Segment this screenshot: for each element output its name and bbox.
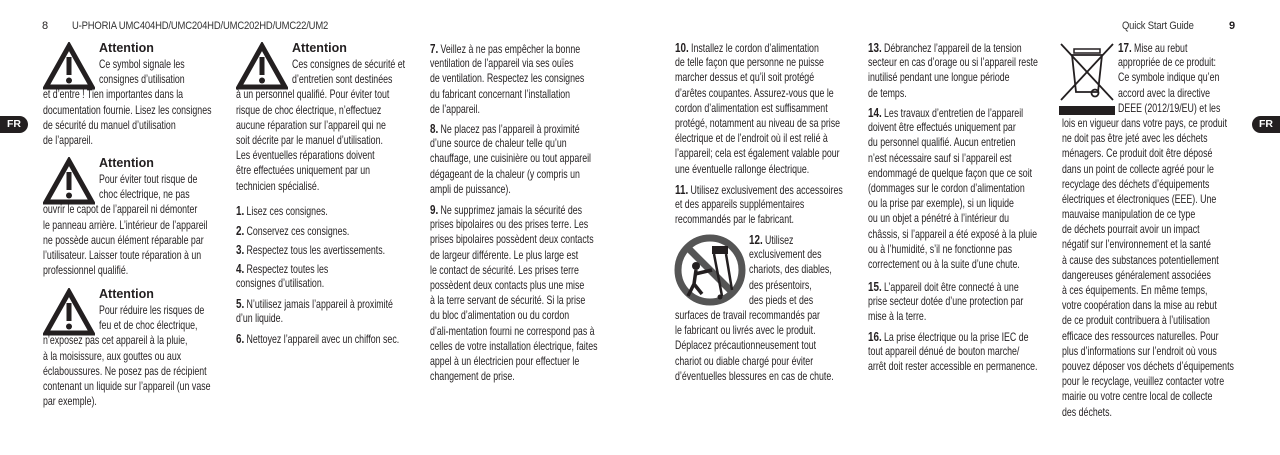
line-text: tout appareil dénué de bouton marche/ [868, 345, 1020, 359]
line-text: prises bipolaires possèdent deux contacts [430, 233, 594, 247]
language-badge-right: FR [1252, 116, 1280, 133]
line-text: Conservez ces consignes. [246, 225, 350, 238]
text-line [430, 293, 598, 308]
text-line [43, 118, 211, 133]
line-text: votre coopération dans la mise au rebut [1062, 299, 1217, 313]
warning-heading: Attention [292, 41, 347, 55]
text-line [43, 218, 208, 233]
line-text: mairie ou votre centre local de collecte [1062, 390, 1213, 404]
line-text: des pieds et des [748, 293, 814, 307]
line-text: arrêt doit rester accessible en permanence. [868, 360, 1038, 374]
line-text: de temps. [868, 86, 907, 100]
line-text: d’entretien sont destinées [291, 73, 393, 87]
line-text: Ne placez pas l’appareil à proximité [440, 123, 580, 136]
line-text: recyclage des déchets d’équipements [1062, 177, 1210, 191]
line-text: exclusivement des [748, 248, 822, 262]
line-text: ménagers. Ce produit doit être déposé [1062, 147, 1213, 161]
line-text: des déchets. [1062, 405, 1112, 419]
line-text: dégageant de la chaleur (y compris un [430, 167, 580, 181]
line-text: pour le recyclage, veuillez contacter votre [1062, 375, 1225, 389]
line-text: doivent être effectués uniquement par [868, 121, 1016, 135]
text-line [236, 103, 405, 118]
line-text: à ces équipements. En même temps, [1062, 284, 1208, 297]
text-line [430, 102, 584, 117]
line-text: N’utilisez jamais l’appareil à proximité [246, 298, 393, 311]
text-line [236, 311, 393, 326]
text-line [1062, 253, 1234, 268]
line-text: choc électrique, ne pas [98, 188, 190, 202]
text-line [675, 369, 834, 384]
line-text: à la moisissure, aux gouttes ou aux [43, 349, 182, 363]
line-text: ne possède aucun élément réparable par [43, 233, 204, 247]
line-text: protégé, notamment au niveau de sa prise [675, 116, 841, 130]
line-text: celles de votre installation électrique, faites [430, 339, 598, 353]
text-line [43, 263, 208, 278]
left-page-number: 8 [42, 20, 49, 32]
line-text: Mise au rebut [1134, 42, 1188, 55]
line-text: Ce symbole indique qu’en [1117, 71, 1220, 85]
text-line [868, 166, 1037, 181]
no-cart-tipping-icon [674, 234, 746, 311]
guide-title: Quick Start Guide [1122, 20, 1194, 32]
line-text: appel à un électricien pour effectuer le [430, 354, 580, 368]
line-text: L’appareil doit être connecté à une [884, 281, 1019, 294]
text-line [430, 182, 591, 197]
line-text: possèdent deux contacts plus une mise [430, 278, 585, 292]
line-text: ne doit pas être jeté avec les déchets [1062, 132, 1208, 146]
text-line [1062, 298, 1234, 313]
line-text: ou un objet a pénétré à l’intérieur du [868, 212, 1010, 226]
line-text: Veillez à ne pas empêcher la bonne [440, 43, 581, 56]
line-text: le contact de sécurité. Les prises terre [430, 263, 579, 277]
text-line [43, 172, 208, 187]
line-text: correctement ou à la suite d’une chute. [868, 257, 1020, 271]
line-text: prises bipolaires ou des prises terre. Les [430, 218, 589, 232]
line-text: d’une source de chaleur telle qu’un [430, 137, 567, 151]
text-line [43, 364, 211, 379]
text-line [43, 87, 211, 102]
warning-block [43, 303, 263, 409]
line-text: Respectez tous les avertissements. [246, 244, 386, 257]
text-line [868, 257, 1037, 272]
text-line [868, 227, 1037, 242]
line-text: inutilisé pendant une longue période [868, 71, 1010, 85]
line-text: Pour réduire les risques de [98, 304, 205, 317]
text-line [675, 40, 840, 55]
line-text: dangereuses généralement associées [1062, 268, 1211, 282]
line-text: le fabricant ou livrés avec le produit. [675, 324, 816, 338]
text-line [1062, 389, 1234, 404]
line-text: de l’appareil. [43, 133, 93, 147]
line-text: Installez le cordon d’alimentation [691, 42, 819, 55]
safety-item [430, 202, 650, 384]
line-text: ventilation de l’appareil via ses ouïes [430, 57, 574, 71]
line-text: accord avec la directive [1117, 86, 1211, 100]
line-text: n’exposez pas cet appareil à la pluie, [43, 334, 188, 348]
text-line [868, 70, 1038, 85]
safety-item [675, 182, 896, 228]
line-text: efficace des ressources naturelles. Pour [1062, 329, 1219, 343]
safety-item [236, 331, 451, 346]
text-line [43, 57, 211, 72]
item-number: 17. [1117, 40, 1132, 55]
text-line [43, 187, 208, 202]
line-text: endommagé de quelque façon que ce soit [868, 166, 1033, 180]
line-text: Pour éviter tout risque de [98, 173, 198, 186]
line-text: à cause des substances potentiellement [1062, 253, 1219, 267]
text-line [675, 70, 840, 85]
line-text: chauffage, une cuisinière ou tout appareil [430, 152, 592, 166]
text-line [430, 56, 584, 71]
text-line [430, 263, 598, 278]
item-number: 1. [236, 203, 245, 218]
text-line [1062, 313, 1234, 328]
item-number: 3. [236, 242, 245, 257]
line-text: d’arêtes coupantes. Assurez-vous que le [675, 86, 834, 100]
line-text: documentation fournie. Lisez les consignes [43, 103, 212, 117]
text-line [430, 41, 584, 56]
text-line [43, 233, 208, 248]
text-line [1062, 131, 1234, 146]
text-line [43, 303, 211, 318]
text-line [1062, 405, 1234, 420]
text-line [43, 103, 211, 118]
line-text: aucune réparation sur l’appareil qui ne [236, 118, 386, 132]
text-line [1062, 192, 1234, 207]
line-text: Utilisez exclusivement des accessoires [690, 184, 843, 197]
warning-block [236, 57, 459, 194]
text-line [868, 329, 1037, 344]
line-text: pouvez déposer vos déchets d’équipements [1062, 359, 1234, 373]
line-text: mise à la terre. [868, 310, 927, 324]
line-text: le panneau arrière. L’intérieur de l’appareil [43, 218, 208, 232]
text-line [1062, 329, 1234, 344]
line-text: à un personnel qualifié. Pour éviter tout [236, 88, 390, 102]
line-text: chariot ou diable chargé pour éviter [675, 354, 814, 368]
warning-heading: Attention [99, 287, 154, 301]
item-number: 2. [236, 223, 245, 238]
language-badge-left: FR [0, 116, 28, 133]
text-line [868, 359, 1037, 374]
text-line [868, 181, 1037, 196]
text-line [236, 276, 328, 291]
line-text: de l’appareil. [430, 102, 480, 116]
line-text: de ce produit contribuera à l’utilisation [1062, 314, 1210, 328]
text-line [1062, 268, 1234, 283]
text-line [868, 279, 1023, 294]
safety-item [236, 296, 443, 326]
text-line [236, 242, 385, 257]
line-text: d’éventuelles blessures en cas de chute. [675, 369, 834, 383]
text-line [868, 55, 1038, 70]
line-text: recommandés par le fabricant. [675, 213, 795, 227]
item-number: 13. [868, 40, 882, 55]
text-line [43, 394, 211, 409]
line-text: châssis, si l’appareil a été exposé à la pluie [868, 227, 1037, 241]
line-text: Nettoyez l’appareil avec un chiffon sec. [246, 333, 400, 346]
text-line [1062, 344, 1234, 359]
text-line [675, 55, 840, 70]
line-text: technicien spécialisé. [236, 179, 320, 193]
text-line [430, 217, 598, 232]
line-text: (dommages sur le cordon d’alimentation [868, 181, 1025, 195]
text-line [236, 163, 405, 178]
line-text: électrique et de l’endroit où il est relié à [675, 132, 828, 146]
safety-item [236, 203, 357, 218]
text-line [236, 261, 328, 276]
line-text: d’un liquide. [236, 312, 284, 326]
line-text: consignes d’utilisation [98, 73, 185, 87]
text-line [1062, 146, 1234, 161]
safety-item [430, 121, 642, 197]
line-text: cordon d’alimentation est suffisamment [675, 101, 828, 115]
line-text: mauvaise manipulation de ce type [1062, 208, 1196, 222]
line-text: contenant un liquide sur l’appareil (un vase [43, 379, 211, 393]
text-line [1062, 237, 1234, 252]
safety-item [236, 261, 357, 291]
text-line [675, 146, 840, 161]
safety-item [236, 223, 385, 238]
text-line [675, 116, 840, 131]
text-line [430, 324, 598, 339]
line-text: lois en vigueur dans votre pays, ce produit [1062, 116, 1228, 130]
item-number: 15. [868, 279, 882, 294]
text-line [1062, 162, 1234, 177]
text-line [236, 148, 405, 163]
text-line [675, 197, 843, 212]
item-number: 12. [748, 232, 763, 247]
text-line [430, 248, 598, 263]
line-text: soit décrite par le manuel d’utilisation. [236, 133, 383, 147]
text-line [43, 318, 211, 333]
line-text: Respectez toutes les [246, 263, 329, 276]
text-line [430, 71, 584, 86]
line-text: ou à l’humidité, s’il ne fonctionne pas [868, 242, 1013, 256]
text-line [430, 339, 598, 354]
text-line [236, 296, 393, 311]
text-line [430, 202, 598, 217]
line-text: changement de prise. [430, 370, 515, 384]
text-line [430, 151, 591, 166]
line-text: des présentoirs, [748, 278, 812, 292]
safety-item [868, 105, 1090, 272]
warning-heading: Attention [99, 156, 154, 170]
line-text: d’ali-mentation fourni ne correspond pas à [430, 324, 595, 338]
text-line [430, 167, 591, 182]
item-number: 11. [675, 182, 689, 197]
item-number: 4. [236, 261, 245, 276]
text-line [675, 131, 840, 146]
item-number: 9. [430, 202, 439, 217]
safety-item [430, 41, 633, 117]
line-text: du personnel qualifié. Aucun entretien [868, 136, 1016, 150]
text-line [43, 72, 211, 87]
line-text: ou la prise par exemple), si un liquide [868, 197, 1014, 211]
line-text: La prise électrique ou la prise IEC de [884, 331, 1029, 344]
text-line [236, 179, 405, 194]
warning-heading: Attention [99, 41, 154, 55]
text-line [236, 57, 405, 72]
warning-block [43, 172, 260, 278]
line-text: Débranchez l’appareil de la tension [884, 42, 1022, 55]
line-text: feu et de choc électrique, [98, 319, 198, 333]
crossed-out-bin-icon [1059, 42, 1115, 121]
text-line [430, 232, 598, 247]
text-line [1062, 283, 1234, 298]
text-line [868, 86, 1038, 101]
line-text: de largeur différente. Le plus large est [430, 248, 579, 262]
line-text: risque de choc électrique, n’effectuez [236, 103, 382, 117]
text-line [675, 162, 840, 177]
text-line [43, 133, 211, 148]
line-text: ampli de puissance). [430, 182, 511, 196]
text-line [430, 136, 591, 151]
text-line [236, 331, 399, 346]
text-line [675, 323, 834, 338]
safety-item [868, 329, 1091, 375]
line-text: dans un point de collecte agréé pour le [1062, 162, 1214, 176]
line-text: plus d’informations sur l’endroit où vous [1062, 344, 1217, 358]
text-line [675, 101, 840, 116]
line-text: consignes d’utilisation. [236, 277, 325, 291]
safety-item [868, 279, 1072, 325]
safety-item [675, 40, 892, 177]
text-line [43, 379, 211, 394]
text-line [868, 309, 1023, 324]
text-line [43, 248, 208, 263]
text-line [430, 308, 598, 323]
line-text: DEEE (2012/19/EU) et les [1117, 101, 1221, 115]
text-line [1062, 177, 1234, 192]
text-line [868, 135, 1037, 150]
line-text: n’est nécessaire sauf si l’appareil est [868, 151, 1012, 165]
line-text: ouvrir le capot de l’appareil ni démonter [43, 203, 198, 217]
text-line [675, 212, 843, 227]
text-line [868, 294, 1023, 309]
text-line [430, 121, 591, 136]
line-text: du fabricant concernant l’installation [430, 87, 571, 101]
line-text: appropriée de ce produit: [1117, 56, 1216, 70]
line-text: du bloc d’alimentation ou du cordon [430, 309, 570, 323]
text-line [868, 105, 1037, 120]
text-line [868, 196, 1037, 211]
text-line [1062, 359, 1234, 374]
text-line [675, 86, 840, 101]
text-line [236, 118, 405, 133]
line-text: Les travaux d’entretien de l’appareil [884, 107, 1024, 120]
text-line [675, 354, 834, 369]
line-text: prise secteur dotée d’une protection par [868, 295, 1024, 309]
line-text: négatif sur l’environnement et la santé [1062, 238, 1211, 252]
line-text: marcher dessus et qu’il soit protégé [675, 71, 815, 85]
line-text: l’appareil; cela est également valable pour [675, 147, 840, 161]
line-text: et d’entre ! Tien importantes dans la [43, 88, 184, 102]
item-number: 8. [430, 121, 439, 136]
line-text: et des appareils supplémentaires [675, 198, 805, 212]
text-line [43, 202, 208, 217]
text-line [1062, 207, 1234, 222]
text-line [1062, 374, 1234, 389]
line-text: Ces consignes de sécurité et [291, 58, 406, 71]
line-text: électriques et électroniques (EEE). Une [1062, 192, 1217, 206]
item-number: 6. [236, 331, 245, 346]
line-text: à la terre servant de sécurité. Si la prise [430, 294, 586, 308]
line-text: être effectuées uniquement par un [236, 164, 371, 178]
line-text: l’utilisateur. Laisser toute réparation à un [43, 248, 202, 262]
line-text: Utilisez [765, 234, 794, 247]
line-text: de sécurité du manuel d’utilisation [43, 118, 176, 132]
item-number: 14. [868, 105, 882, 120]
line-text: Déplacez précautionneusement tout [675, 339, 817, 353]
text-line [43, 349, 211, 364]
text-line [868, 40, 1038, 55]
text-line [868, 344, 1037, 359]
item-number: 10. [675, 40, 689, 55]
right-page-number: 9 [1229, 20, 1236, 32]
text-line [236, 87, 405, 102]
line-text: Les éventuelles réparations doivent [236, 149, 375, 163]
text-line [236, 133, 405, 148]
text-line [430, 278, 598, 293]
item-number: 7. [430, 41, 439, 56]
text-line [430, 369, 598, 384]
warning-block [43, 57, 265, 148]
document-title: U-PHORIA UMC404HD/UMC204HD/UMC202HD/UMC22/UM2 [72, 20, 329, 32]
text-line [236, 223, 349, 238]
text-line [43, 333, 211, 348]
line-text: éclaboussures. Ne posez pas de récipient [43, 364, 207, 378]
line-text: de telle façon que personne ne puisse [675, 56, 824, 70]
item-number: 16. [868, 329, 882, 344]
text-line [675, 182, 843, 197]
text-line [1062, 222, 1234, 237]
line-text: chariots, des diables, [748, 263, 832, 277]
text-line [675, 338, 834, 353]
safety-item [236, 242, 432, 257]
line-text: Ce symbol signale les [98, 58, 185, 71]
line-text: Ne supprimez jamais la sécurité des [440, 204, 583, 217]
text-line [868, 211, 1037, 226]
line-text: Lisez ces consignes. [246, 205, 328, 218]
text-line [430, 87, 584, 102]
line-text: surfaces de travail recommandés par [675, 308, 820, 322]
text-line [430, 354, 598, 369]
text-line [868, 120, 1037, 135]
text-line [868, 151, 1037, 166]
line-text: de déchets pourrait avoir un impact [1062, 223, 1200, 237]
line-text: une éventuelle rallonge électrique. [675, 162, 810, 176]
text-line [236, 203, 328, 218]
item-number: 5. [236, 296, 245, 311]
line-text: secteur en cas d’orage ou si l’appareil reste [868, 56, 1038, 70]
line-text: par exemple). [43, 395, 97, 409]
text-line [868, 242, 1037, 257]
line-text: professionnel qualifié. [43, 264, 129, 278]
text-line [236, 72, 405, 87]
line-text: de ventilation. Respectez les consignes [430, 72, 585, 86]
